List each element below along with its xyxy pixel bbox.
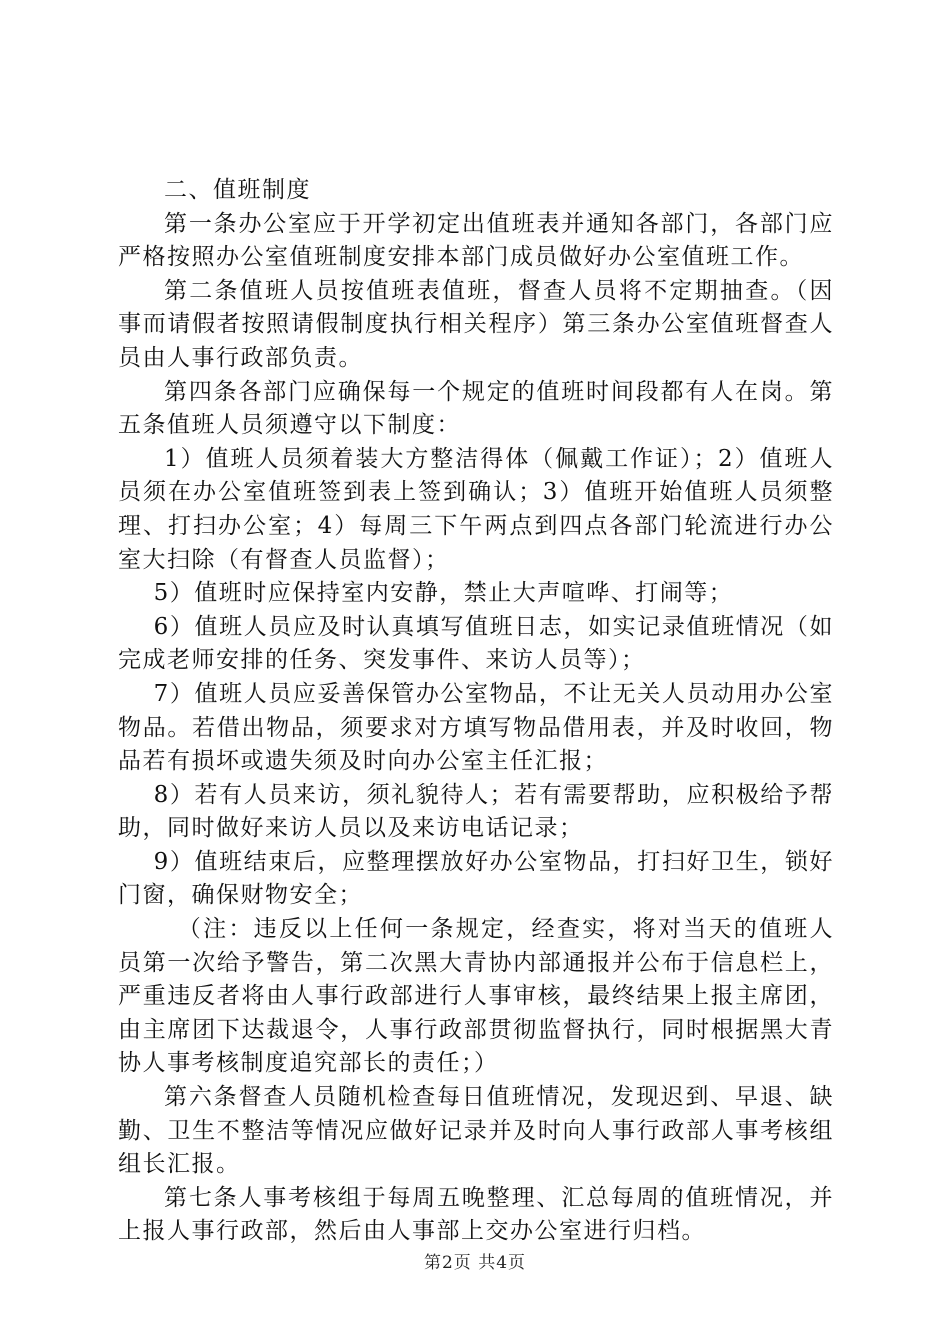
article-1-paragraph: 第一条办公室应于开学初定出值班表并通知各部门，各部门应严格按照办公室值班制度安排本部门成员做好办公室值班工作。 xyxy=(118,210,834,271)
rule-9-paragraph: 9）值班结束后，应整理摆放好办公室物品，打扫好卫生，锁好门窗，确保财物安全； xyxy=(118,848,834,909)
rule-1-4-paragraph: 1）值班人员须着装大方整洁得体（佩戴工作证）；2）值班人员须在办公室值班签到表上签到确认；3）值班开始值班人员须整理、打扫办公室；4）每周三下午两点到四点各部门轮流进行办公室大扫除（有督查人员监督）； xyxy=(118,445,834,573)
page-number-footer: 第2页 共4页 xyxy=(423,1253,527,1273)
rule-6-paragraph: 6）值班人员应及时认真填写值班日志，如实记录值班情况（如完成老师安排的任务、突发事件、来访人员等）； xyxy=(118,613,834,674)
section-heading: 二、值班制度 xyxy=(164,177,311,203)
note-paragraph: （注：违反以上任何一条规定，经查实，将对当天的值班人员第一次给予警告，第二次黑大青协内部通报并公布于信息栏上，严重违反者将由人事行政部进行人事审核，最终结果上报主席团，由主席团下达裁退令，人事行政部贯彻监督执行，同时根据黑大青协人事考核制度追究部长的责任；） xyxy=(118,916,834,1077)
article-4-5-paragraph: 第四条各部门应确保每一个规定的值班时间段都有人在岗。第五条值班人员须遵守以下制度： xyxy=(118,378,834,439)
rule-5-paragraph: 5）值班时应保持室内安静，禁止大声喧哗、打闹等； xyxy=(153,580,734,607)
rule-8-paragraph: 8）若有人员来访，须礼貌待人；若有需要帮助，应积极给予帮助，同时做好来访人员以及来访电话记录； xyxy=(118,781,834,842)
article-7-paragraph: 第七条人事考核组于每周五晚整理、汇总每周的值班情况，并上报人事行政部，然后由人事部上交办公室进行归档。 xyxy=(118,1184,834,1245)
rule-7-paragraph: 7）值班人员应妥善保管办公室物品，不让无关人员动用办公室物品。若借出物品，须要求对方填写物品借用表，并及时收回，物品若有损坏或遗失须及时向办公室主任汇报； xyxy=(118,680,834,775)
article-6-paragraph: 第六条督查人员随机检查每日值班情况，发现迟到、早退、缺勤、卫生不整洁等情况应做好记录并及时向人事行政部人事考核组组长汇报。 xyxy=(118,1084,834,1178)
document-body xyxy=(118,174,834,1249)
article-2-3-paragraph: 第二条值班人员按值班表值班，督查人员将不定期抽查。（因事而请假者按照请假制度执行相关程序）第三条办公室值班督查人员由人事行政部负责。 xyxy=(118,277,834,371)
